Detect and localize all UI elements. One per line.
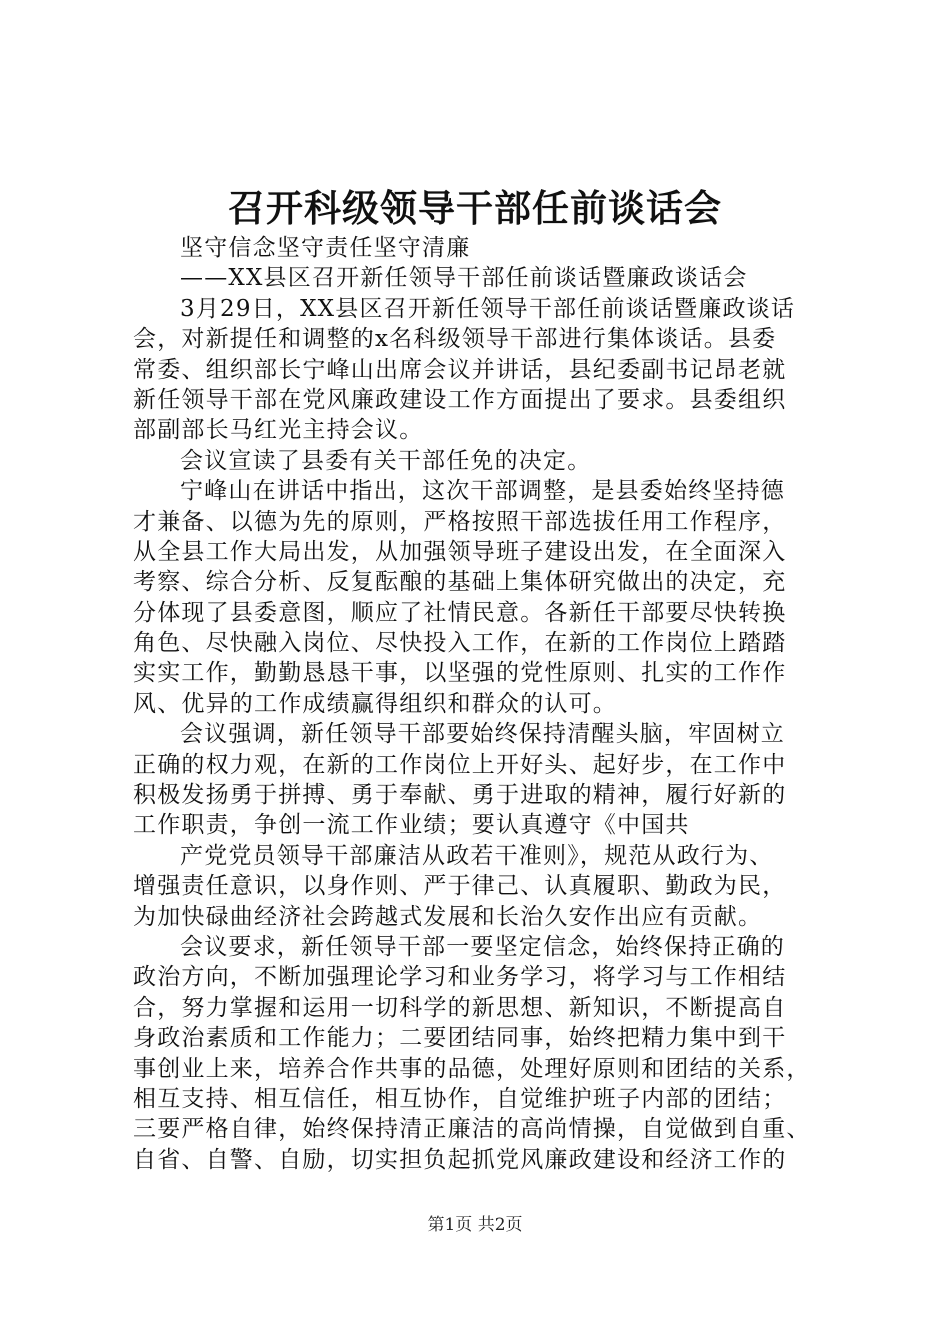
body-text-line: 身政治素质和工作能力；二要团结同事，始终把精力集中到干 bbox=[133, 1025, 787, 1052]
body-text-line: 会议宣读了县委有关干部任免的决定。 bbox=[180, 447, 592, 474]
body-text-line: 政治方向，不断加强理论学习和业务学习，将学习与工作相结 bbox=[133, 964, 787, 991]
body-text-line: 增强责任意识，以身作则、严于律己、认真履职、勤政为民， bbox=[133, 873, 787, 900]
body-text-line: 工作职责，争创一流工作业绩；要认真遵守《中国共 bbox=[133, 812, 690, 839]
body-text-line: 三要严格自律，始终保持清正廉洁的高尚情操，自觉做到自重、 bbox=[133, 1116, 811, 1143]
body-text-line: 自省、自警、自励，切实担负起抓党风廉政建设和经济工作的 bbox=[133, 1146, 787, 1173]
body-text-line: 常委、组织部长宁峰山出席会议并讲话，县纪委副书记昂老就 bbox=[133, 356, 787, 383]
body-text-line: 宁峰山在讲话中指出，这次干部调整，是县委始终坚持德 bbox=[180, 478, 785, 505]
body-text-line: 分体现了县委意图，顺应了社情民意。各新任干部要尽快转换 bbox=[133, 599, 787, 626]
page-footer: 第1页 共2页 bbox=[427, 1215, 523, 1235]
body-text-line: 相互支持、相互信任，相互协作，自觉维护班子内部的团结； bbox=[133, 1085, 787, 1112]
body-text-line: 会议强调，新任领导干部要始终保持清醒头脑，牢固树立 bbox=[180, 721, 785, 748]
body-text-line: ——XX县区召开新任领导干部任前谈话暨廉政谈话会 bbox=[180, 265, 748, 292]
body-text-line: 3月29日，XX县区召开新任领导干部任前谈话暨廉政谈话 bbox=[180, 295, 796, 322]
body-text-line: 才兼备、以德为先的原则，严格按照干部选拔任用工作程序， bbox=[133, 508, 787, 535]
body-text-line: 为加快碌曲经济社会跨越式发展和长治久安作出应有贡献。 bbox=[133, 903, 763, 930]
body-text-line: 角色、尽快融入岗位、尽快投入工作，在新的工作岗位上踏踏 bbox=[133, 630, 787, 657]
document-title: 召开科级领导干部任前谈话会 bbox=[228, 186, 722, 230]
body-text-line: 正确的权力观，在新的工作岗位上开好头、起好步，在工作中 bbox=[133, 751, 787, 778]
body-text-line: 合，努力掌握和运用一切科学的新思想、新知识，不断提高自 bbox=[133, 994, 787, 1021]
body-text-line: 事创业上来，培养合作共事的品德，处理好原则和团结的关系， bbox=[133, 1055, 811, 1082]
body-text-line: 考察、综合分析、反复酝酿的基础上集体研究做出的决定，充 bbox=[133, 569, 787, 596]
body-text-line: 新任领导干部在党风廉政建设工作方面提出了要求。县委组织 bbox=[133, 386, 787, 413]
body-text-line: 从全县工作大局出发，从加强领导班子建设出发，在全面深入 bbox=[133, 538, 787, 565]
body-text-line: 会议要求，新任领导干部一要坚定信念，始终保持正确的 bbox=[180, 933, 785, 960]
document-body bbox=[133, 233, 833, 1175]
body-text-line: 会，对新提任和调整的x名科级领导干部进行集体谈话。县委 bbox=[133, 326, 777, 353]
body-text-line: 风、优异的工作成绩赢得组织和群众的认可。 bbox=[133, 690, 617, 717]
body-text-line: 实实工作，勤勤恳恳干事，以坚强的党性原则、扎实的工作作 bbox=[133, 660, 787, 687]
body-text-line: 部副部长马红光主持会议。 bbox=[133, 417, 424, 444]
body-text-line: 产党党员领导干部廉洁从政若干准则》，规范从政行为、 bbox=[180, 842, 774, 869]
body-text-line: 坚守信念坚守责任坚守清廉 bbox=[180, 235, 471, 261]
body-text-line: 积极发扬勇于拼搏、勇于奉献、勇于进取的精神，履行好新的 bbox=[133, 782, 787, 809]
